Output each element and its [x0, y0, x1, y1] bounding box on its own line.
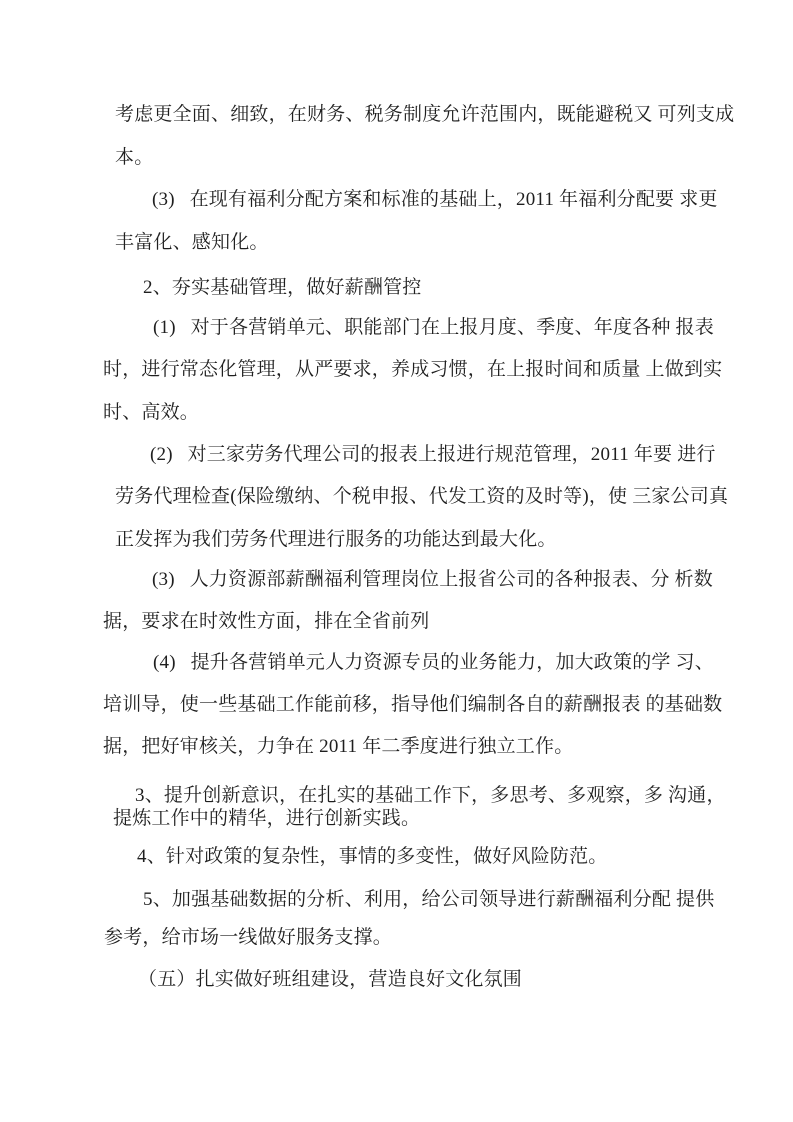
section-heading-line: 参考，给市场一线做好服务支撑。	[104, 927, 393, 948]
document-line: (3) 人力资源部薪酬福利管理岗位上报省公司的各种报表、分 析数	[152, 569, 713, 590]
document-line: 据，要求在时效性方面，排在全省前列	[103, 611, 430, 632]
section-heading-line: 5、加强基础数据的分析、利用，给公司领导进行薪酬福利分配 提供	[143, 889, 715, 910]
document-line: 培训导，使一些基础工作能前移，指导他们编制各自的薪酬报表 的基础数	[103, 694, 723, 715]
document-line: 据，把好审核关，力争在 2011 年二季度进行独立工作。	[103, 736, 574, 757]
section-heading-line: 4、针对政策的复杂性，事情的多变性，做好风险防范。	[137, 846, 608, 867]
document-line: (1) 对于各营销单元、职能部门在上报月度、季度、年度各种 报表	[153, 317, 714, 338]
document-line: (3) 在现有福利分配方案和标准的基础上，2011 年福利分配要 求更	[152, 189, 718, 210]
document-line: 劳务代理检查(保险缴纳、个税申报、代发工资的及时等)，使 三家公司真	[115, 486, 729, 507]
section-heading-line: 2、夯实基础管理，做好薪酬管控	[143, 277, 422, 298]
document-line: 时、高效。	[103, 402, 200, 423]
document-line: 正发挥为我们劳务代理进行服务的功能达到最大化。	[115, 529, 557, 550]
section-heading-line: 提炼工作中的精华，进行创新实践。	[113, 808, 421, 829]
document-line: 丰富化、感知化。	[115, 232, 269, 253]
document-line: 时，进行常态化管理，从严要求，养成习惯，在上报时间和质量 上做到实	[103, 359, 723, 380]
document-line: (2) 对三家劳务代理公司的报表上报进行规范管理，2011 年要 进行	[150, 444, 716, 465]
document-line: 本。	[115, 147, 154, 168]
section-heading-line: 3、提升创新意识，在扎实的基础工作下，多思考、多观察，多 沟通，	[135, 785, 726, 806]
subsection-heading-line: （五）扎实做好班组建设，营造良好文化氛围	[138, 969, 523, 990]
document-line: (4) 提升各营销单元人力资源专员的业务能力，加大政策的学 习、	[153, 652, 714, 673]
document-line: 考虑更全面、细致，在财务、税务制度允许范围内，既能避税又 可列支成	[115, 104, 735, 125]
